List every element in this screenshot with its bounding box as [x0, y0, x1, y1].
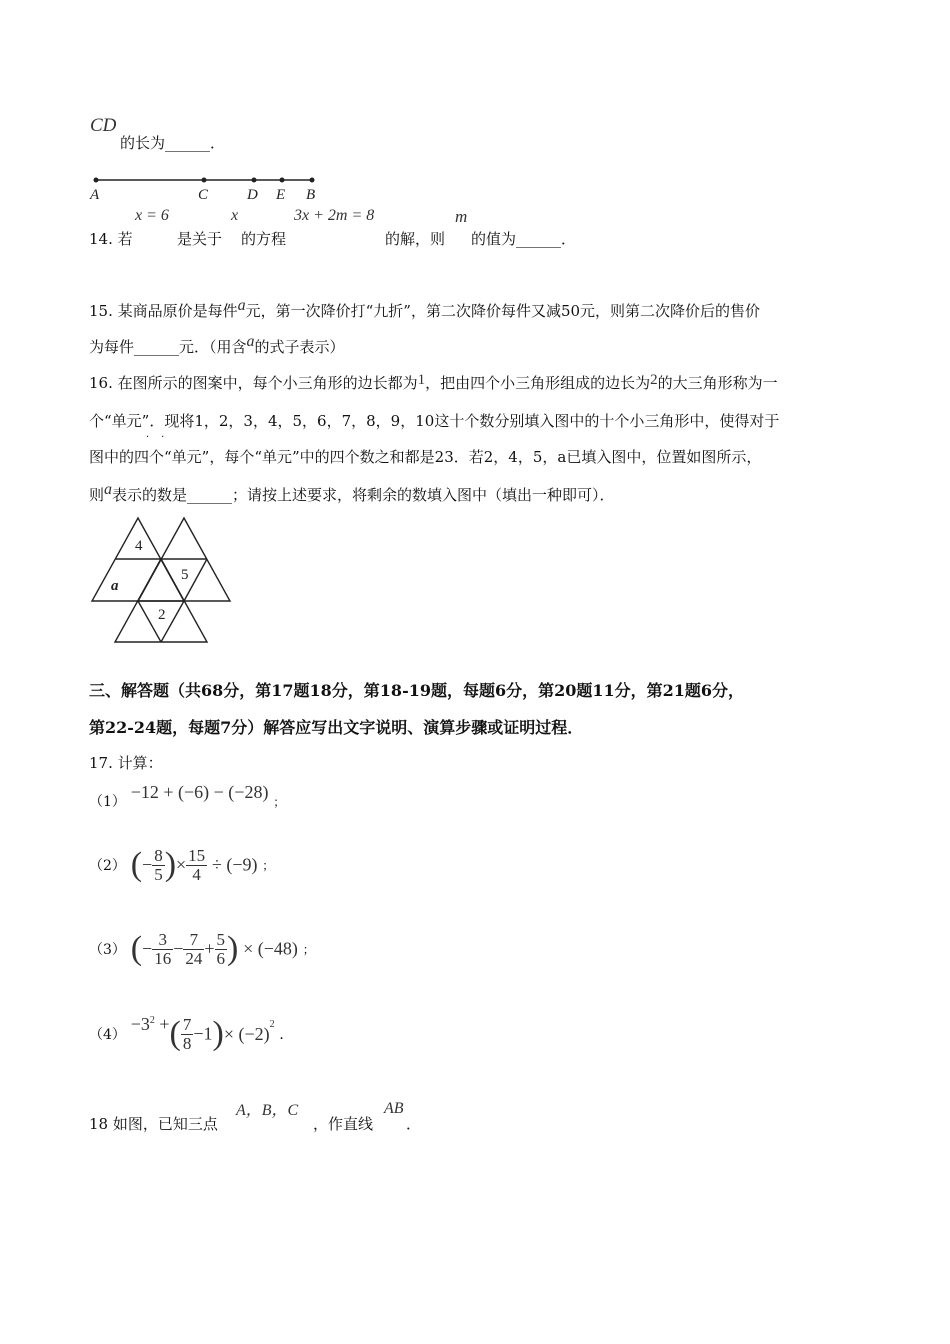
q14-eq2: 3x + 2m = 8: [294, 207, 375, 224]
q17-p3-d2: 24: [185, 948, 203, 968]
q18-points: A，B，C: [236, 1102, 299, 1119]
question-16-line1: [89, 372, 778, 393]
q17-p4-tail: × (−2): [223, 1023, 270, 1044]
q15-line1a: 15. 某商品原价是每件: [89, 302, 238, 320]
q17-p3-tail: × (−48): [243, 938, 298, 959]
q17-p3-n3: 5: [216, 929, 225, 949]
q18-ab: AB: [384, 1100, 404, 1117]
q17-part2: （2） (− $\frac{8}{5}$ )× $\frac{15}{4}$ ÷ (−9) ；: [89, 845, 275, 884]
q16-line4a: 则: [89, 486, 105, 504]
q16-line4b: 表示的数是______；请按上述要求，将剩余的数填入图中（填出一种即可）．: [112, 486, 615, 504]
q17-p2-end: ；: [262, 858, 275, 873]
q15-a2: a: [246, 333, 255, 350]
emphasis-dots: ··: [146, 432, 177, 443]
q17-p4-d1: 8: [182, 1033, 192, 1053]
section3-line1: 三、解答题（共68分，第17题18分，第18-19题，每题6分，第20题11分，第21题6分，: [89, 681, 745, 700]
q16-line1c: 的大三角形称为一: [657, 374, 778, 392]
q14-t3: 的解，则: [385, 230, 446, 248]
q17-p2-tail: ÷ (−9): [211, 854, 258, 875]
section3-line2: 第22-24题，每题7分）解答应写出文字说明、演算步骤或证明过程．: [89, 718, 584, 737]
q17-p3-end: ；: [302, 942, 315, 957]
q17-p3-d3: 6: [216, 948, 225, 968]
q16-line1a: 16. 在图所示的图案中，每个小三角形的边长都为: [89, 374, 418, 392]
label-d: D: [247, 187, 258, 203]
q16-a-var: a: [104, 481, 113, 498]
label-c: C: [198, 187, 209, 203]
fig-num-2: 2: [158, 607, 166, 623]
q17-p2-d1: 5: [154, 864, 163, 884]
q17-p2-n2: 15: [188, 845, 206, 865]
point-a: [94, 178, 99, 183]
q17-part1: [89, 782, 286, 811]
q16-line1b: ，把由四个小三角形组成的边长为: [425, 374, 651, 392]
q17-p3-label: （3）: [89, 942, 126, 958]
label-a: A: [90, 187, 100, 203]
q17-p4-head: −3: [130, 1013, 150, 1034]
segment-figure: [86, 170, 326, 206]
q17-part3: （3） (− $\frac{3}{16}$ − $\frac{7}{24}$ + $\frac{5}{6}$ ) × (−48) ；: [89, 929, 315, 968]
question-16-line4: [89, 481, 615, 505]
q14-eq1: x = 6: [135, 207, 169, 224]
q15-a: a: [237, 297, 246, 314]
q18-num: 18 如图，已知三点: [89, 1115, 218, 1133]
point-b: [310, 178, 315, 183]
q17-title: 17. 计算：: [89, 754, 163, 772]
q13-suffix: 的长为______．: [120, 134, 226, 152]
fig-num-5: 5: [181, 567, 189, 583]
question-15-line2: [89, 333, 345, 357]
q17-p2-n1: 8: [154, 845, 163, 865]
q17-p2-label: （2）: [89, 858, 126, 874]
q17-part4: $(4) -3^2$ +( $\frac{7}{8}$ $-1)\times (-2)^2$ ．: [89, 1013, 294, 1053]
q14-t2: 的方程: [241, 230, 287, 248]
q14-num: 14. 若: [89, 230, 133, 248]
q17-p3-n2: 7: [183, 931, 204, 950]
q14-m: m: [455, 207, 468, 226]
q16-two: 2: [650, 372, 658, 388]
question-15: [89, 297, 761, 321]
q17-p4-label: （4）: [89, 1027, 126, 1043]
q17-p1-expr: −12 + (−6) − (−28): [130, 782, 269, 802]
q14-var: x: [231, 207, 239, 224]
point-c: [202, 178, 207, 183]
q15-line1b: 元，第一次降价打“九折”，第二次降价每件又减50元，则第二次降价后的售价: [245, 302, 761, 320]
q17-p4-end: ．: [279, 1027, 294, 1043]
q17-p1-label: （1）: [89, 794, 126, 810]
q17-p2-d2: 4: [192, 864, 201, 884]
triangle-figure: [90, 516, 240, 646]
q17-p3-n1: 3: [152, 931, 173, 950]
q15-line2b: 的式子表示）: [254, 338, 345, 356]
q18-t1: ，作直线: [313, 1115, 374, 1133]
label-b: B: [306, 187, 316, 203]
point-d: [252, 178, 257, 183]
q17-p1-end: ；: [273, 795, 286, 809]
q16-one: 1: [417, 372, 426, 388]
q14-t4: 的值为______．: [471, 230, 577, 248]
q14-t1: 是关于: [177, 230, 223, 248]
question-16-line2: 个“单元”．现将1，2，3，4，5，6，7，8，9，10这十个数分别填入图中的十个小三角形中，使得对于: [89, 412, 780, 430]
q17-p4-n1: 7: [182, 1014, 192, 1034]
fig-num-4: 4: [135, 538, 143, 554]
question-16-line3: 图中的四个“单元”，每个“单元”中的四个数之和都是23．若2，4，5，a已填入图中，位置如图所示，: [89, 448, 762, 466]
q15-line2a: 为每件______元．（用含: [89, 338, 247, 356]
q17-p3-d1: 16: [154, 948, 172, 968]
fig-a: a: [111, 578, 119, 594]
label-e: E: [276, 187, 286, 203]
cd-label: CD: [90, 115, 117, 136]
point-e: [280, 178, 285, 183]
q18-end: ．: [406, 1115, 422, 1133]
